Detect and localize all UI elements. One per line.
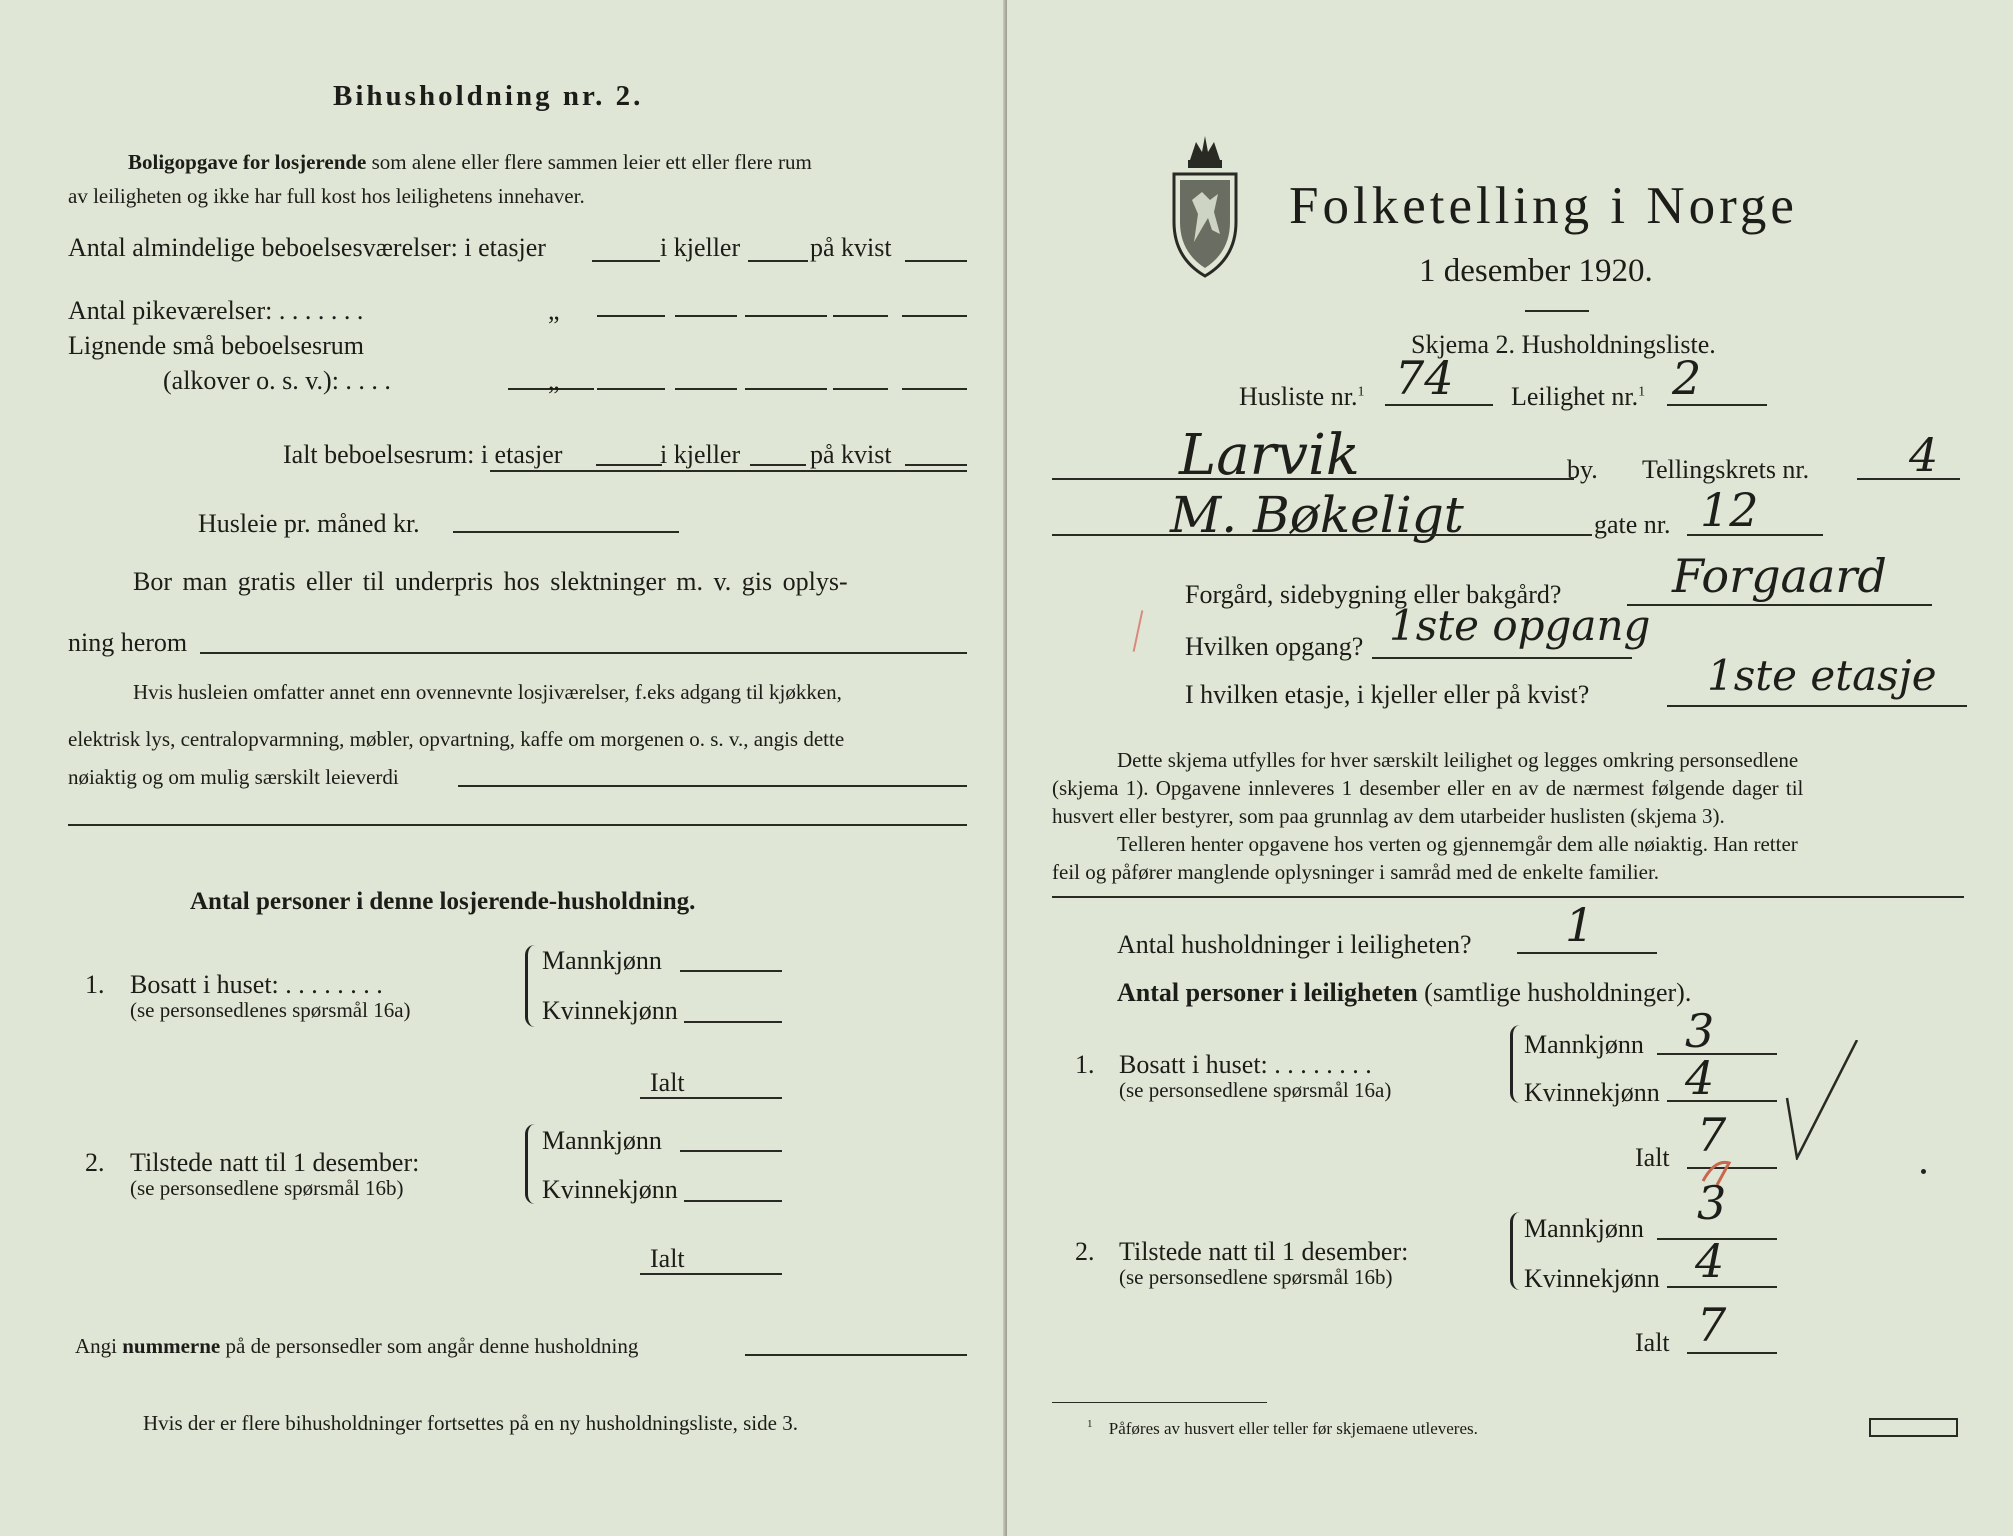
persons-heading: Antal personer i denne losjerende-husholdning. xyxy=(190,888,696,915)
etasje-field xyxy=(1667,705,1967,707)
q2-kvinne-label: Kvinnekjønn xyxy=(542,1175,678,1204)
angi-line xyxy=(75,1334,638,1359)
intro xyxy=(128,150,812,175)
pike-ditto: „ xyxy=(548,296,560,325)
ialt-etasjer-field[interactable] xyxy=(596,464,662,466)
pike-kvist-c-field[interactable] xyxy=(902,315,967,317)
gratis-field[interactable] xyxy=(200,652,967,654)
q1-num: 1. xyxy=(85,970,105,999)
intro-line2: av leiligheten og ikke har full kost hos leilighetens innehaver. xyxy=(68,184,585,208)
r-q2-ialt-value[interactable]: 7 xyxy=(1697,1298,1727,1352)
alkover-label: (alkover o. s. v.): . . . . xyxy=(163,366,391,395)
leilighet-value[interactable]: 2 xyxy=(1672,351,1702,405)
checkmark-icon xyxy=(1757,1040,1907,1160)
krets-field xyxy=(1857,478,1960,480)
q2-num: 2. xyxy=(85,1148,105,1177)
footnote xyxy=(1087,1418,1478,1439)
hvis-line1: Hvis husleien omfatter annet enn ovennevnte losjiværelser, f.eks adgang til kjøkken, xyxy=(133,680,842,704)
gratis-line2: ning herom xyxy=(68,628,188,657)
town-field xyxy=(1052,478,1574,480)
hvis-line2: elektrisk lys, centralopvarmning, møbler, opvartning, kaffe om morgenen o. s. v., angis dette xyxy=(68,727,845,751)
rooms-kjeller-field[interactable] xyxy=(748,260,808,262)
q1-ialt-label: Ialt xyxy=(650,1068,685,1097)
ialt-kjeller-field[interactable] xyxy=(750,464,806,466)
info2-line2: feil og påfører manglende oplysninger i samråd med de enkelte familier. xyxy=(1052,860,1660,884)
r-q1-mann-value[interactable]: 3 xyxy=(1685,1004,1715,1058)
lignende-label: Lignende små beboelsesrum xyxy=(68,331,365,360)
r-q1-ialt-label: Ialt xyxy=(1635,1143,1670,1172)
forgaard-field xyxy=(1627,604,1932,606)
q2-ialt-label: Ialt xyxy=(650,1244,685,1273)
ialt-kvist-field[interactable] xyxy=(905,464,967,466)
right-page xyxy=(1007,0,2013,1536)
schema-label: Skjema 2. Husholdningsliste. xyxy=(1411,330,1716,359)
rooms-kvist-label: på kvist xyxy=(810,233,892,262)
info-divider xyxy=(1052,896,1964,898)
angi-bold: nummerne xyxy=(122,1334,221,1358)
q1-mann-field[interactable] xyxy=(680,970,782,972)
r-q2-kvinne-label: Kvinnekjønn xyxy=(1524,1264,1660,1293)
persons-heading-bold: Antal personer i leiligheten xyxy=(1117,978,1418,1007)
intro-rest: som alene eller flere sammen leier ett eller flere rum xyxy=(371,150,812,174)
pike-label: Antal pikeværelser: . . . . . . . xyxy=(68,296,364,325)
leieverdi-field[interactable] xyxy=(458,785,967,787)
gate-field xyxy=(1687,534,1823,536)
ialt-kvist-label: på kvist xyxy=(810,440,892,469)
q1-mann-label: Mannkjønn xyxy=(542,946,662,975)
r-q1-brace xyxy=(1510,1025,1523,1103)
street-value[interactable]: M. Bøkeligt xyxy=(1170,486,1464,544)
alkover-etasjer-field[interactable] xyxy=(597,388,665,390)
husliste-label: Husliste nr.$^1$ xyxy=(1239,382,1365,411)
r-q1-sub: (se personsedlene spørsmål 16a) xyxy=(1119,1078,1392,1102)
q2-sub: (se personsedlene spørsmål 16b) xyxy=(130,1176,404,1200)
q2-kvinne-field[interactable] xyxy=(684,1200,782,1202)
q1-kvinne-label: Kvinnekjønn xyxy=(542,996,678,1025)
info1-line1: Dette skjema utfylles for hver særskilt leilighet og legges omkring personsedlene xyxy=(1117,748,1799,772)
q2-mann-field[interactable] xyxy=(680,1150,782,1152)
krets-label: Tellingskrets nr. xyxy=(1642,455,1810,484)
left-page xyxy=(0,0,1006,1536)
norway-coat-of-arms-icon xyxy=(1168,130,1242,280)
r-q2-mann-label: Mannkjønn xyxy=(1524,1214,1644,1243)
ialt-kjeller-label: i kjeller xyxy=(660,440,741,469)
r-q1-num: 1. xyxy=(1075,1050,1095,1079)
rooms-kvist-field[interactable] xyxy=(905,260,967,262)
rooms-etasjer-field[interactable] xyxy=(592,260,660,262)
footer-note: Hvis der er flere bihusholdninger fortsettes på en ny husholdningsliste, side 3. xyxy=(143,1411,798,1435)
q1-sub: (se personsedlenes spørsmål 16a) xyxy=(130,998,411,1022)
pike-kjeller-field[interactable] xyxy=(675,315,737,317)
footnote-num: 1 xyxy=(1087,1418,1093,1430)
q1-kvinne-field[interactable] xyxy=(684,1021,782,1023)
angi-field[interactable] xyxy=(745,1354,967,1356)
info1-line3: husvert eller bestyrer, som paa grunnlag av dem utarbeider huslisten (skjema 3). xyxy=(1052,804,1725,828)
etasje-label: I hvilken etasje, i kjeller eller på kvist? xyxy=(1185,680,1590,709)
gate-label: gate nr. xyxy=(1594,510,1671,539)
opgang-label: Hvilken opgang? xyxy=(1185,632,1364,661)
heading: Bihusholdning nr. 2. xyxy=(333,80,644,112)
pike-kvist-b-field[interactable] xyxy=(833,315,888,317)
r-q2-ialt-label: Ialt xyxy=(1635,1328,1670,1357)
husholdninger-value[interactable]: 1 xyxy=(1565,898,1595,952)
red-pencil-mark xyxy=(1133,610,1144,651)
alkover-kvist-c-field[interactable] xyxy=(902,388,967,390)
footnote-text: Påføres av husvert eller teller før skjemaene utleveres. xyxy=(1108,1418,1478,1438)
r-q2-mann-value[interactable]: 3 xyxy=(1697,1176,1727,1230)
alkover-kjeller-field[interactable] xyxy=(675,388,737,390)
info1-line2: (skjema 1). Opgavene innleveres 1 desember eller en av de nærmest følgende dager til xyxy=(1052,776,1804,800)
q1-label: Bosatt i huset: . . . . . . . . xyxy=(130,970,383,999)
r-q2-kvinne-field xyxy=(1667,1286,1777,1288)
r-q1-ialt-value[interactable]: 7 xyxy=(1697,1108,1727,1162)
husholdninger-label: Antal husholdninger i leiligheten? xyxy=(1117,930,1472,959)
r-q2-kvinne-value[interactable]: 4 xyxy=(1695,1234,1725,1288)
angi-rest: på de personsedler som angår denne husholdning xyxy=(225,1334,639,1358)
forgaard-label: Forgård, sidebygning eller bakgård? xyxy=(1185,580,1562,609)
ialt-rooms-label: Ialt beboelsesrum: i etasjer xyxy=(283,440,563,469)
persons-heading-right xyxy=(1117,978,1691,1008)
pike-kvist-a-field[interactable] xyxy=(745,315,827,317)
by-label: by. xyxy=(1567,455,1598,484)
krets-value[interactable]: 4 xyxy=(1909,428,1939,482)
etasje-value[interactable]: 1ste etasje xyxy=(1707,651,1937,700)
r-q1-kvinne-label: Kvinnekjønn xyxy=(1524,1078,1660,1107)
rooms-kjeller-label: i kjeller xyxy=(660,233,741,262)
r-q1-label: Bosatt i huset: . . . . . . . . xyxy=(1119,1050,1372,1079)
ink-dot xyxy=(1921,1169,1926,1174)
r-q2-ialt-field xyxy=(1687,1352,1777,1354)
info2-line1: Telleren henter opgavene hos verten og gjennemgår dem alle nøiaktig. Han retter xyxy=(1117,832,1798,856)
printer-stamp xyxy=(1869,1418,1958,1437)
title-divider xyxy=(1525,310,1589,312)
r-q2-num: 2. xyxy=(1075,1237,1095,1266)
ialt-underline xyxy=(490,470,967,472)
rooms-label: Antal almindelige beboelsesværelser: i etasjer xyxy=(68,233,546,262)
forgaard-value[interactable]: Forgaard xyxy=(1672,549,1887,603)
leieverdi-field-2[interactable] xyxy=(68,824,967,826)
alkover-kvist-a-field[interactable] xyxy=(745,388,827,390)
q1-ialt-field[interactable] xyxy=(640,1097,782,1099)
form-date: 1 desember 1920. xyxy=(1419,253,1653,289)
r-q2-label: Tilstede natt til 1 desember: xyxy=(1119,1237,1409,1266)
husliste-value[interactable]: 74 xyxy=(1395,351,1454,405)
husholdninger-field xyxy=(1517,952,1657,954)
r-q2-sub: (se personsedlene spørsmål 16b) xyxy=(1119,1265,1393,1289)
street-field xyxy=(1052,534,1592,536)
q2-ialt-field[interactable] xyxy=(640,1273,782,1275)
alkover-ditto: „ xyxy=(548,366,560,395)
hvis-line3: nøiaktig og om mulig særskilt leieverdi xyxy=(68,765,399,789)
leilighet-label: Leilighet nr.$^1$ xyxy=(1511,382,1646,411)
alkover-kvist-b-field[interactable] xyxy=(833,388,888,390)
husleie-label: Husleie pr. måned kr. xyxy=(198,509,420,538)
q2-label: Tilstede natt til 1 desember: xyxy=(130,1148,420,1177)
pike-etasjer-field[interactable] xyxy=(597,315,665,317)
r-q1-kvinne-value[interactable]: 4 xyxy=(1685,1051,1715,1105)
husleie-field[interactable] xyxy=(453,531,679,533)
town-value[interactable]: Larvik xyxy=(1179,423,1360,488)
intro-bold: Boligopgave for losjerende xyxy=(128,150,367,174)
q1-brace xyxy=(525,945,538,1027)
form-title: Folketelling i Norge xyxy=(1289,177,1798,235)
opgang-field xyxy=(1372,657,1632,659)
r-q1-mann-label: Mannkjønn xyxy=(1524,1030,1644,1059)
husliste-field xyxy=(1385,404,1493,406)
gate-value[interactable]: 12 xyxy=(1700,483,1759,537)
gratis-line1: Bor man gratis eller til underpris hos slektninger m. v. gis oplys- xyxy=(133,567,848,596)
angi-pre: Angi xyxy=(75,1334,117,1358)
r-q2-brace xyxy=(1510,1212,1523,1290)
persons-heading-rest: (samtlige husholdninger). xyxy=(1424,978,1692,1007)
leilighet-field xyxy=(1667,404,1767,406)
q2-brace xyxy=(525,1124,538,1204)
opgang-value[interactable]: 1ste opgang xyxy=(1389,601,1651,650)
q2-mann-label: Mannkjønn xyxy=(542,1126,662,1155)
footnote-divider xyxy=(1052,1402,1267,1403)
